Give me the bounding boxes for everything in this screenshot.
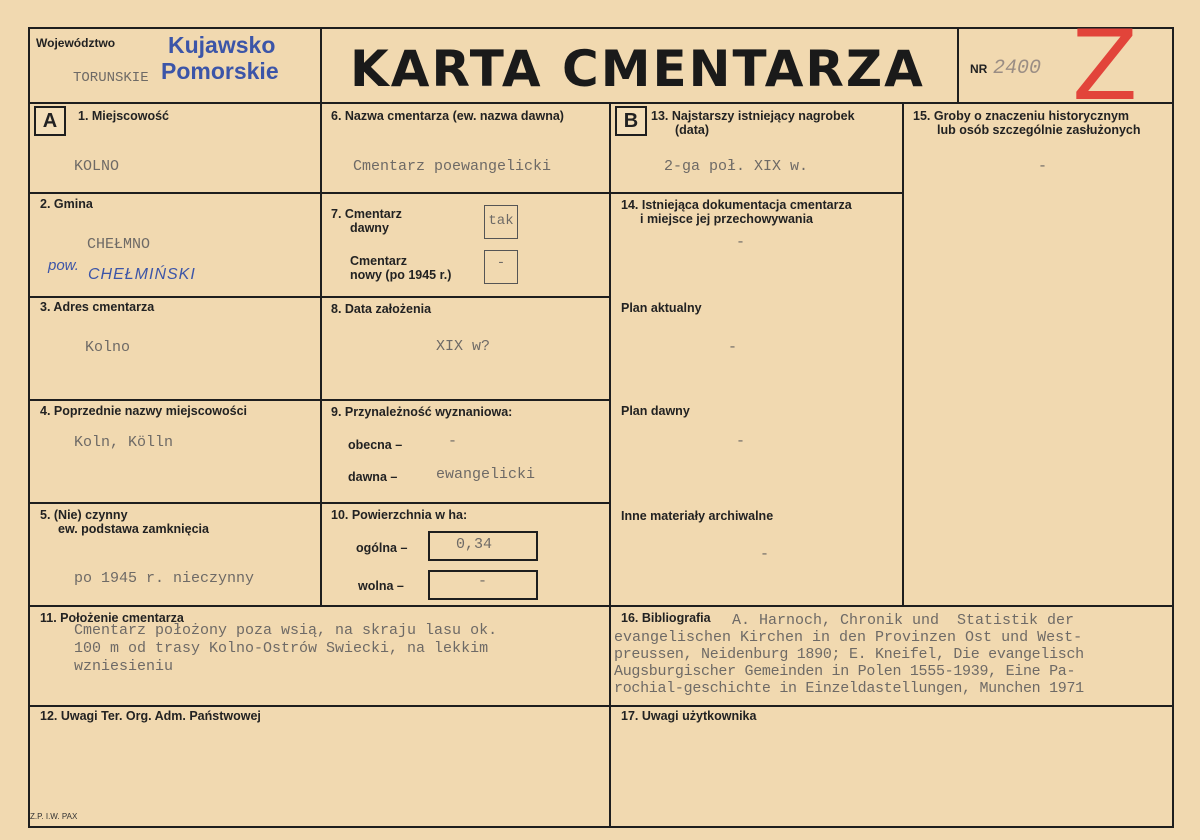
f13-label-line2: (data) (675, 123, 710, 137)
inne-value: - (760, 546, 770, 563)
f11-line2: 100 m od trasy Kolno-Ostrów Swiecki, na lekkim (74, 640, 489, 657)
f15-value: - (1038, 158, 1048, 175)
f10-ogolna-label: ogólna – (356, 541, 408, 555)
f16-line1: A. Harnoch, Chronik und Statistik der (732, 612, 1075, 629)
f8-label: 8. Data założenia (331, 302, 432, 316)
col-divider-1 (320, 102, 322, 605)
f16-line5: rochial-geschichte in Einzeldastellungen, Munchen 1971 (614, 680, 1084, 697)
f13-value: 2-ga poł. XIX w. (664, 158, 809, 175)
b-row-line (609, 192, 903, 194)
f1-label: 1. Miejscowość (78, 109, 170, 123)
wojewodztwo-label: Województwo (36, 36, 116, 50)
plan-dawny-label: Plan dawny (621, 404, 690, 418)
card-frame (28, 27, 1174, 828)
f11-line3: wzniesieniu (74, 658, 174, 675)
f11-label: 11. Położenie cmentarza (40, 611, 184, 625)
f10-ogolna-value: 0,34 (456, 536, 493, 553)
f7-nowy-line2: nowy (po 1945 r.) (350, 268, 452, 282)
f17-label: 17. Uwagi użytkownika (621, 709, 757, 723)
header-divider-right (957, 28, 959, 103)
f5-label-line2: ew. podstawa zamknięcia (58, 522, 209, 536)
f10-label: 10. Powierzchnia w ha: (331, 508, 468, 522)
f14-value: - (736, 234, 746, 251)
header-divider-left (320, 28, 322, 103)
nr-label: NR (970, 62, 988, 76)
col-divider-2 (609, 102, 611, 827)
row-line-1 (28, 192, 610, 194)
row-line-11 (28, 605, 1174, 607)
row-line-2 (28, 296, 610, 298)
row-line-4 (28, 502, 610, 504)
col-divider-3 (902, 102, 904, 605)
f7-dawny-line1: 7. Cmentarz (331, 207, 402, 221)
f7-nowy-line1: Cmentarz (350, 254, 407, 268)
inne-label: Inne materiały archiwalne (621, 509, 774, 523)
f4-value: Koln, Kölln (74, 434, 174, 451)
voivodeship-stamp-line1: Kujawsko (168, 32, 276, 58)
f2-pow-prefix: pow. (48, 257, 79, 274)
f7-dawny-line2: dawny (350, 221, 389, 235)
f16-label: 16. Bibliografia (621, 611, 711, 625)
f16-line4: Augsburgischer Gemeinden in Polen 1555-1939, Eine Pa- (614, 663, 1076, 680)
f9-obecna-value: - (448, 433, 458, 450)
f2-label: 2. Gmina (40, 197, 93, 211)
f9-dawna-value: ewangelicki (436, 466, 536, 483)
f9-label: 9. Przynależność wyznaniowa: (331, 405, 513, 419)
f16-line2: evangelischen Kirchen in den Provinzen Ost und West- (614, 629, 1083, 646)
f6-value: Cmentarz poewangelicki (353, 158, 552, 175)
nr-value: 2400 (993, 57, 1042, 80)
f15-label-line1: 15. Groby o znaczeniu historycznym (913, 109, 1130, 123)
f14-label-line1: 14. Istniejąca dokumentacja cmentarza (621, 198, 852, 212)
plan-dawny-value: - (736, 433, 746, 450)
row-line-12 (28, 705, 1174, 707)
f5-value: po 1945 r. nieczynny (74, 570, 255, 587)
wojewodztwo-typed: TORUNSKIE (73, 70, 149, 86)
f11-line1: Cmentarz położony poza wsią, na skraju lasu ok. (74, 622, 498, 639)
red-mark: Z (1072, 10, 1138, 122)
voivodeship-stamp-line2: Pomorskie (161, 58, 279, 84)
f10-wolna-label: wolna – (358, 579, 404, 593)
section-a-letter: A (34, 106, 66, 136)
f5-label-line1: 5. (Nie) czynny (40, 508, 128, 522)
f1-value: KOLNO (74, 158, 120, 175)
f14-label-line2: i miejsce jej przechowywania (640, 212, 813, 226)
f6-label: 6. Nazwa cmentarza (ew. nazwa dawna) (331, 109, 564, 123)
row-line-3 (28, 399, 610, 401)
f9-obecna-label: obecna – (348, 438, 403, 452)
f10-wolna-value: - (478, 573, 488, 590)
header-bottom-line (28, 102, 1174, 104)
f8-value: XIX w? (436, 338, 491, 355)
f2-pow-value: CHEŁMIŃSKI (88, 266, 196, 283)
plan-aktualny-label: Plan aktualny (621, 301, 702, 315)
f2-value: CHEŁMNO (87, 236, 151, 253)
section-b-letter: B (615, 106, 647, 136)
f3-label: 3. Adres cmentarza (40, 300, 155, 314)
plan-aktualny-value: - (728, 339, 738, 356)
card-title: KARTA CMENTARZA (350, 40, 925, 98)
f7-nowy-box: - (484, 250, 518, 284)
f9-dawna-label: dawna – (348, 470, 398, 484)
printer-imprint: Z.P. I.W. PAX (30, 812, 78, 821)
f4-label: 4. Poprzednie nazwy miejscowości (40, 404, 248, 418)
f7-dawny-box: tak (484, 205, 518, 239)
f16-line3: preussen, Neidenburg 1890; E. Kneifel, Die evangelisch (614, 646, 1084, 663)
f13-label-line1: 13. Najstarszy istniejący nagrobek (651, 109, 855, 123)
f15-label-line2: lub osób szczególnie zasłużonych (937, 123, 1141, 137)
f3-value: Kolno (85, 339, 131, 356)
f12-label: 12. Uwagi Ter. Org. Adm. Państwowej (40, 709, 261, 723)
